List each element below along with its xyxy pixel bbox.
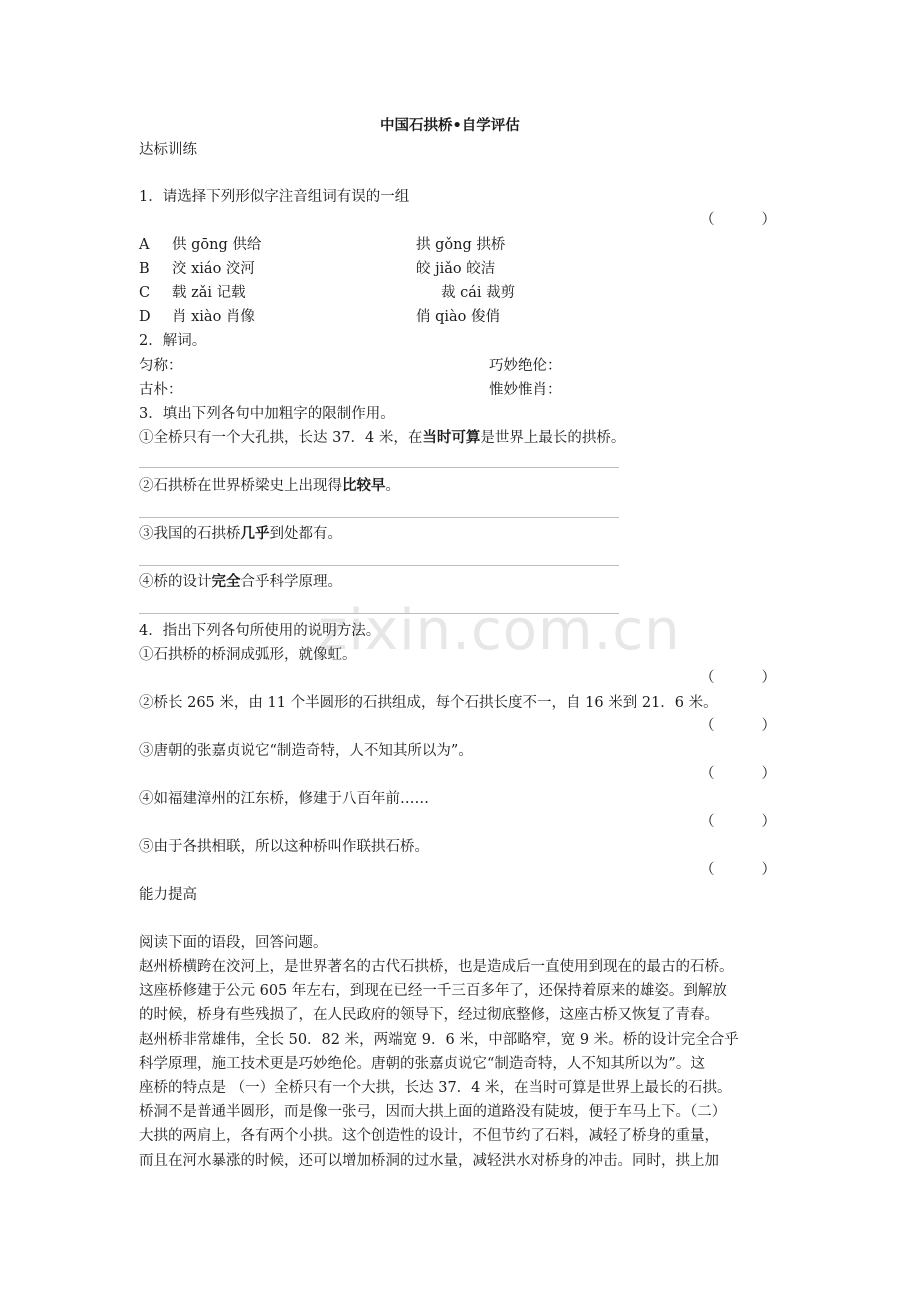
q4-answer-paren: （ ） <box>700 862 776 878</box>
passage-line: 桥洞不是普通半圆形，而是像一张弓，因而大拱上面的道路没有陡坡，便于车马上下。（二） <box>139 1104 727 1121</box>
section-heading-advanced: 能力提高 <box>139 887 197 903</box>
q1-stem: 1．请选择下列形似字注音组词有误的一组 <box>139 189 410 205</box>
watermark: zixin.com.cn <box>318 598 681 663</box>
q2-term: 惟妙惟肖： <box>489 382 562 398</box>
q1-option-right: 俏 qiào 俊俏 <box>416 309 501 325</box>
q3-item: ②石拱桥在世界桥梁史上出现得比较早。 <box>139 477 400 494</box>
q3-item: ④桥的设计完全合乎科学原理。 <box>139 573 342 590</box>
q4-answer-paren: （ ） <box>700 766 776 782</box>
q1-option-right: 拱 gǒng 拱桥 <box>416 237 506 253</box>
q4-item: ①石拱桥的桥洞成弧形，就像虹。 <box>139 647 357 663</box>
passage-line: 而且在河水暴涨的时候，还可以增加桥洞的过水量，减轻洪水对桥身的冲击。同时，拱上加 <box>139 1152 719 1169</box>
answer-line[interactable] <box>139 565 619 566</box>
q1-option-left: 载 zǎi 记载 <box>172 285 246 301</box>
q1-option-right: 皎 jiǎo 皎洁 <box>416 261 496 277</box>
q3-bold-word: 比较早 <box>342 477 386 494</box>
q4-item: ②桥长 265 米，由 11 个半圆形的石拱组成，每个石拱长度不一，自 16 米到 21．6 米。 <box>139 695 718 711</box>
q4-item: ⑤由于各拱相联，所以这种桥叫作联拱石桥。 <box>139 839 429 855</box>
q1-option-label: A <box>139 237 150 253</box>
answer-line[interactable] <box>139 613 619 614</box>
passage-line: 赵州桥横跨在洨河上，是世界著名的古代石拱桥，也是造成后一直使用到现在的最古的石桥。 <box>139 959 734 975</box>
q4-stem: 4．指出下列各句所使用的说明方法。 <box>139 623 381 639</box>
q1-option-label: D <box>139 309 151 325</box>
q3-stem: 3．填出下列各句中加粗字的限制作用。 <box>139 406 395 422</box>
q4-answer-paren: （ ） <box>700 814 776 830</box>
q1-option-right: 裁 cái 裁剪 <box>441 285 516 301</box>
q3-item: ③我国的石拱桥几乎到处都有。 <box>139 525 342 542</box>
q3-bold-word: 几乎 <box>240 525 270 542</box>
q4-answer-paren: （ ） <box>700 718 776 734</box>
q2-term: 匀称： <box>139 358 183 374</box>
q3-bold-word: 当时可算 <box>422 429 481 446</box>
section-heading-standard: 达标训练 <box>139 142 197 158</box>
answer-line[interactable] <box>139 467 619 468</box>
q3-bold-word: 完全 <box>211 573 241 590</box>
passage-line: 的时候，桥身有些残损了，在人民政府的领导下，经过彻底整修，这座古桥又恢复了青春。 <box>139 1007 719 1024</box>
q4-item: ④如福建漳州的江东桥，修建于八百年前…… <box>139 791 429 807</box>
q2-term: 古朴： <box>139 382 183 398</box>
passage-line: 这座桥修建于公元 605 年左右，到现在已经一千三百多年了，还保持着原来的雄姿。到解放 <box>139 983 727 1000</box>
q1-option-label: C <box>139 285 151 301</box>
q3-item: ①全桥只有一个大孔拱，长达 37．4 米，在当时可算是世界上最长的拱桥。 <box>139 429 626 446</box>
reading-intro: 阅读下面的语段，回答问题。 <box>139 935 328 951</box>
q2-stem: 2．解词。 <box>139 333 207 349</box>
q1-option-left: 供 gōng 供给 <box>172 237 262 253</box>
passage-line: 赵州桥非常雄伟，全长 50．82 米，两端宽 9．6 米，中部略窄，宽 9 米。桥的设计完全合乎 <box>139 1031 739 1048</box>
passage-line: 大拱的两肩上，各有两个小拱。这个创造性的设计，不但节约了石料，减轻了桥身的重量， <box>139 1128 719 1145</box>
passage-line: 座桥的特点是 （一）全桥只有一个大拱，长达 37．4 米，在当时可算是世界上最长的石拱。 <box>139 1080 732 1097</box>
q4-item: ③唐朝的张嘉贞说它“制造奇特，人不知其所以为”。 <box>139 743 473 759</box>
q2-term: 巧妙绝伦： <box>489 358 562 374</box>
answer-line[interactable] <box>139 517 619 518</box>
passage-line: 科学原理，施工技术更是巧妙绝伦。唐朝的张嘉贞说它“制造奇特，人不知其所以为”。这 <box>139 1055 705 1072</box>
q4-answer-paren: （ ） <box>700 670 776 686</box>
q1-option-left: 肖 xiào 肖像 <box>172 309 255 325</box>
page-title: 中国石拱桥•自学评估 <box>380 118 520 134</box>
q1-option-label: B <box>139 261 150 277</box>
reading-passage <box>139 955 785 1173</box>
q1-option-left: 洨 xiáo 洨河 <box>172 261 255 277</box>
q1-answer-paren: （ ） <box>700 212 776 228</box>
